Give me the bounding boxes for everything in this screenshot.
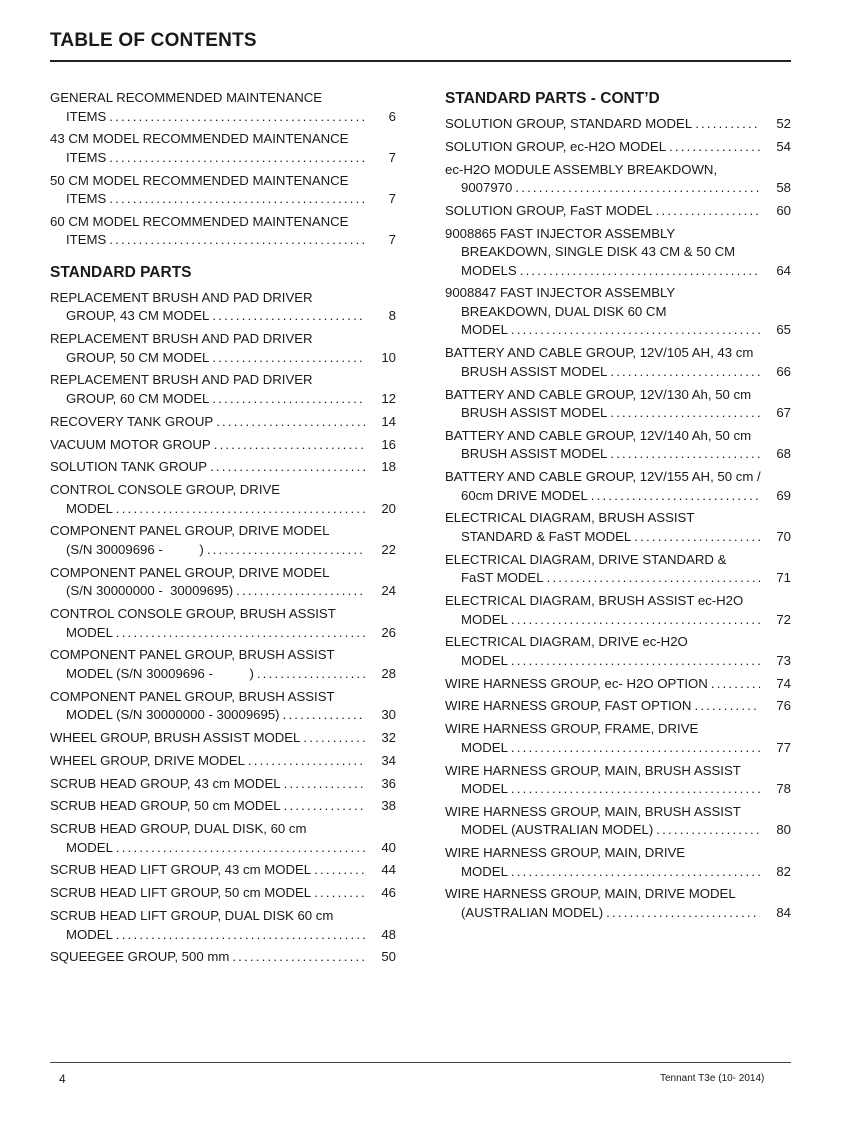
toc-page-number: 80 — [776, 822, 791, 838]
toc-entry[interactable] — [445, 225, 791, 281]
toc-entry-last-line — [445, 652, 791, 671]
toc-entry[interactable] — [50, 213, 396, 250]
toc-entry-title-continuation: STANDARD & FaST MODEL — [461, 528, 632, 544]
toc-entry-title-continuation: GROUP, 50 CM MODEL — [66, 349, 210, 365]
toc-entry-line — [445, 675, 791, 694]
toc-entry-line — [50, 413, 396, 432]
dot-leader — [116, 624, 365, 643]
dot-leader — [283, 706, 365, 725]
dot-leader — [257, 665, 365, 684]
toc-entry-title-line1: REPLACEMENT BRUSH AND PAD DRIVER — [50, 289, 313, 305]
dot-leader — [109, 231, 365, 250]
toc-entry-title-continuation: (AUSTRALIAN MODEL) — [461, 904, 604, 920]
toc-entry[interactable] — [50, 907, 396, 944]
toc-page-number: 40 — [381, 839, 396, 855]
toc-entry[interactable] — [50, 646, 396, 683]
toc-page-number: 22 — [381, 541, 396, 557]
dot-leader — [511, 611, 760, 630]
toc-entry[interactable] — [50, 861, 396, 880]
section-heading-standard-parts: STANDARD PARTS — [50, 263, 192, 281]
toc-entry-title-continuation: MODELS — [461, 262, 517, 278]
toc-entry-title: SOLUTION GROUP, FaST MODEL — [445, 202, 653, 218]
toc-page-number: 32 — [381, 729, 396, 745]
toc-entry[interactable] — [445, 551, 791, 588]
toc-entry-title: WHEEL GROUP, BRUSH ASSIST MODEL — [50, 729, 301, 745]
toc-entry-title-continuation: (S/N 30009696 - ) — [66, 541, 204, 557]
toc-entry[interactable] — [50, 729, 396, 748]
toc-entry-line — [50, 797, 396, 816]
toc-entry[interactable] — [445, 844, 791, 881]
toc-entry-last-line — [445, 821, 791, 840]
toc-entry[interactable] — [50, 884, 396, 903]
toc-page-number: 34 — [381, 752, 396, 768]
toc-entry-last-line — [50, 108, 396, 127]
toc-entry[interactable] — [50, 820, 396, 857]
toc-entry-title-line1: REPLACEMENT BRUSH AND PAD DRIVER — [50, 331, 313, 347]
toc-entry-title: WHEEL GROUP, DRIVE MODEL — [50, 752, 245, 768]
toc-entry-title-continuation: ITEMS — [66, 232, 107, 248]
dot-leader — [116, 926, 365, 945]
toc-page-number: 78 — [776, 781, 791, 797]
toc-entry-last-line — [50, 706, 396, 725]
toc-entry[interactable] — [445, 202, 791, 221]
toc-page-number: 66 — [776, 363, 791, 379]
toc-entry-last-line — [50, 149, 396, 168]
toc-page-number: 16 — [381, 436, 396, 452]
toc-entry[interactable] — [50, 130, 396, 167]
standard-parts-entries — [50, 289, 396, 967]
toc-entry-last-line — [50, 190, 396, 209]
dot-leader — [511, 739, 760, 758]
footer-rule — [50, 1062, 791, 1063]
toc-entry-title-line2: BREAKDOWN, SINGLE DISK 43 CM & 50 CM — [461, 244, 736, 260]
toc-entry-last-line — [445, 739, 791, 758]
toc-entry-last-line — [445, 569, 791, 588]
toc-entry-line — [50, 458, 396, 477]
toc-page-number: 50 — [381, 949, 396, 965]
dot-leader — [511, 863, 760, 882]
toc-page-number: 44 — [381, 862, 396, 878]
toc-entry-title-continuation: MODEL — [66, 500, 113, 516]
toc-entry-title-line1: ELECTRICAL DIAGRAM, DRIVE STANDARD & — [445, 551, 727, 567]
toc-entry[interactable] — [50, 797, 396, 816]
toc-entry-title-continuation: FaST MODEL — [461, 570, 544, 586]
toc-page-number: 7 — [388, 232, 396, 248]
toc-entry-title-continuation: (S/N 30000000 - 30009695) — [66, 583, 234, 599]
toc-entry[interactable] — [445, 468, 791, 505]
toc-page-number: 14 — [381, 413, 396, 429]
toc-page-number: 64 — [776, 262, 791, 278]
toc-entry-title-line1: WIRE HARNESS GROUP, MAIN, DRIVE MODEL — [445, 886, 736, 902]
dot-leader — [214, 436, 365, 455]
toc-entry-title-continuation: BRUSH ASSIST MODEL — [461, 363, 608, 379]
toc-page-number: 74 — [776, 675, 791, 691]
toc-entry-title-line1: BATTERY AND CABLE GROUP, 12V/140 Ah, 50 cm — [445, 427, 752, 443]
toc-entry-last-line — [445, 404, 791, 423]
toc-entry-title-continuation: BRUSH ASSIST MODEL — [461, 405, 608, 421]
dot-leader — [210, 458, 365, 477]
toc-left-column — [50, 89, 396, 971]
dot-leader — [314, 884, 365, 903]
toc-entry-title-continuation: MODEL (S/N 30000000 - 30009695) — [66, 707, 280, 723]
toc-entry[interactable] — [50, 564, 396, 601]
toc-entry-last-line — [445, 904, 791, 923]
toc-entry[interactable] — [445, 633, 791, 670]
toc-entry[interactable] — [445, 720, 791, 757]
toc-entry[interactable] — [445, 762, 791, 799]
toc-entry-title-line1: WIRE HARNESS GROUP, FRAME, DRIVE — [445, 721, 699, 737]
toc-entry-title-continuation: MODEL — [66, 624, 113, 640]
toc-entry-title-continuation: ITEMS — [66, 191, 107, 207]
dot-leader — [284, 797, 365, 816]
toc-entry-title-line1: COMPONENT PANEL GROUP, BRUSH ASSIST — [50, 647, 335, 663]
toc-entry-title-line1: 50 CM MODEL RECOMMENDED MAINTENANCE — [50, 172, 349, 188]
toc-page-number: 6 — [388, 108, 396, 124]
toc-entry-last-line — [50, 500, 396, 519]
toc-page-number: 76 — [776, 698, 791, 714]
toc-page-number: 8 — [388, 308, 396, 324]
toc-entry[interactable] — [50, 948, 396, 967]
toc-entry-line — [50, 436, 396, 455]
toc-page-number: 7 — [388, 149, 396, 165]
dot-leader — [212, 390, 365, 409]
toc-entry-line — [50, 861, 396, 880]
toc-entry-last-line — [50, 624, 396, 643]
toc-page-number: 38 — [381, 798, 396, 814]
toc-page-number: 36 — [381, 775, 396, 791]
toc-page-number: 7 — [388, 191, 396, 207]
toc-entry-title-continuation: ITEMS — [66, 108, 107, 124]
toc-entry-title-line1: CONTROL CONSOLE GROUP, DRIVE — [50, 482, 281, 498]
toc-entry[interactable] — [445, 697, 791, 716]
section-heading-standard-parts-contd: STANDARD PARTS - CONT’D — [445, 90, 660, 107]
toc-entry-last-line — [445, 611, 791, 630]
toc-page-number: 18 — [381, 459, 396, 475]
toc-entry[interactable] — [50, 89, 396, 126]
toc-entry-last-line — [445, 487, 791, 506]
dot-leader — [610, 404, 760, 423]
toc-entry[interactable] — [50, 775, 396, 794]
dot-leader — [314, 861, 365, 880]
toc-entry-line — [445, 202, 791, 221]
toc-entry[interactable] — [50, 436, 396, 455]
dot-leader — [656, 202, 760, 221]
toc-entry-title-continuation: MODEL — [66, 839, 113, 855]
toc-entry[interactable] — [50, 330, 396, 367]
toc-page-number: 20 — [381, 500, 396, 516]
toc-entry[interactable] — [50, 172, 396, 209]
toc-entry-title-line1: BATTERY AND CABLE GROUP, 12V/105 AH, 43 cm — [445, 345, 754, 361]
dot-leader — [591, 487, 760, 506]
toc-entry-last-line — [445, 863, 791, 882]
toc-page-number: 82 — [776, 863, 791, 879]
toc-entry-title: SQUEEGEE GROUP, 500 mm — [50, 949, 230, 965]
toc-entry-title-line1: 9008865 FAST INJECTOR ASSEMBLY — [445, 225, 676, 241]
toc-entry-title-continuation: MODEL — [461, 739, 508, 755]
toc-entry-title-continuation: MODEL — [461, 863, 508, 879]
toc-entry-line — [445, 138, 791, 157]
toc-entry-title-line1: WIRE HARNESS GROUP, MAIN, DRIVE — [445, 845, 686, 861]
toc-entry-last-line — [445, 528, 791, 547]
toc-entry-title: SCRUB HEAD GROUP, 50 cm MODEL — [50, 798, 281, 814]
toc-entry[interactable] — [445, 284, 791, 340]
toc-entry[interactable] — [445, 344, 791, 381]
toc-entry[interactable] — [445, 115, 791, 134]
dot-leader — [212, 307, 365, 326]
toc-entry-last-line — [445, 321, 791, 340]
toc-entry[interactable] — [445, 885, 791, 922]
toc-entry-title-line1: SCRUB HEAD GROUP, DUAL DISK, 60 cm — [50, 821, 307, 837]
toc-entry[interactable] — [50, 289, 396, 326]
dot-leader — [515, 179, 760, 198]
toc-page-number: 24 — [381, 583, 396, 599]
toc-entry-title-line1: WIRE HARNESS GROUP, MAIN, BRUSH ASSIST — [445, 803, 741, 819]
toc-page-number: 71 — [776, 570, 791, 586]
toc-entry[interactable] — [445, 803, 791, 840]
toc-entry-line — [445, 115, 791, 134]
toc-entry-last-line — [50, 839, 396, 858]
toc-entry-title-continuation: GROUP, 60 CM MODEL — [66, 390, 210, 406]
toc-entry-title: SCRUB HEAD LIFT GROUP, 43 cm MODEL — [50, 862, 312, 878]
toc-entry-last-line — [50, 665, 396, 684]
dot-leader — [547, 569, 760, 588]
toc-entry-title: SOLUTION GROUP, ec-H2O MODEL — [445, 138, 667, 154]
dot-leader — [116, 500, 365, 519]
toc-page-number: 84 — [776, 904, 791, 920]
toc-entry-title-continuation: MODEL — [66, 926, 113, 942]
toc-entry[interactable] — [50, 605, 396, 642]
toc-entry-title: SCRUB HEAD GROUP, 43 cm MODEL — [50, 775, 281, 791]
maintenance-entries — [50, 89, 396, 250]
toc-entry[interactable] — [445, 427, 791, 464]
dot-leader — [212, 349, 365, 368]
toc-entry-title-line1: ELECTRICAL DIAGRAM, BRUSH ASSIST — [445, 510, 695, 526]
toc-entry[interactable] — [50, 522, 396, 559]
toc-entry-title: RECOVERY TANK GROUP — [50, 413, 214, 429]
toc-entry-title-continuation: MODEL (AUSTRALIAN MODEL) — [461, 822, 654, 838]
toc-page-number: 52 — [776, 116, 791, 131]
toc-page-number: 26 — [381, 624, 396, 640]
toc-entry-last-line — [50, 307, 396, 326]
toc-page-number: 77 — [776, 739, 791, 755]
toc-entry-title-continuation: 9007970 — [461, 180, 513, 196]
toc-entry-last-line — [50, 231, 396, 250]
toc-entry[interactable] — [50, 481, 396, 518]
toc-entry-title-line1: ELECTRICAL DIAGRAM, BRUSH ASSIST ec-H2O — [445, 593, 744, 609]
dot-leader — [248, 752, 365, 771]
toc-entry-line — [50, 775, 396, 794]
dot-leader — [236, 582, 365, 601]
toc-entry[interactable] — [50, 458, 396, 477]
toc-page-number: 70 — [776, 528, 791, 544]
toc-entry[interactable] — [445, 592, 791, 629]
toc-entry-title: WIRE HARNESS GROUP, FAST OPTION — [445, 698, 692, 714]
toc-page-number: 68 — [776, 446, 791, 462]
toc-page-number: 12 — [381, 390, 396, 406]
toc-entry-line — [445, 697, 791, 716]
toc-page-number: 28 — [381, 665, 396, 681]
toc-entry[interactable] — [50, 752, 396, 771]
standard-parts-contd-entries — [445, 115, 791, 922]
toc-entry-title-continuation: 60cm DRIVE MODEL — [461, 487, 588, 503]
dot-leader — [711, 675, 760, 694]
toc-page-number: 73 — [776, 652, 791, 668]
toc-entry[interactable] — [445, 509, 791, 546]
toc-entry-title-continuation: MODEL — [461, 611, 508, 627]
toc-entry-title-continuation: MODEL — [461, 781, 508, 797]
toc-page-number: 30 — [381, 707, 396, 723]
dot-leader — [669, 138, 760, 157]
toc-entry-title-line1: CONTROL CONSOLE GROUP, BRUSH ASSIST — [50, 606, 336, 622]
toc-entry-title-continuation: MODEL — [461, 322, 508, 338]
dot-leader — [109, 108, 365, 127]
dot-leader — [511, 652, 760, 671]
toc-entry-title-line1: COMPONENT PANEL GROUP, BRUSH ASSIST — [50, 688, 335, 704]
dot-leader — [109, 149, 365, 168]
toc-entry-title-line1: ec-H2O MODULE ASSEMBLY BREAKDOWN, — [445, 161, 718, 177]
toc-entry-last-line — [50, 926, 396, 945]
footer-document-id: Tennant T3e (10- 2014) — [660, 1073, 765, 1084]
toc-entry[interactable] — [445, 675, 791, 694]
dot-leader — [109, 190, 365, 209]
toc-entry-title-continuation: GROUP, 43 CM MODEL — [66, 308, 210, 324]
toc-page-number: 48 — [381, 926, 396, 942]
toc-entry-title: SOLUTION GROUP, STANDARD MODEL — [445, 116, 693, 131]
toc-page-number: 58 — [776, 180, 791, 196]
dot-leader — [634, 528, 760, 547]
toc-entry-title-continuation: BRUSH ASSIST MODEL — [461, 446, 608, 462]
toc-entry[interactable] — [445, 138, 791, 157]
toc-page-number: 46 — [381, 885, 396, 901]
header-rule — [50, 60, 791, 62]
toc-entry-last-line — [445, 780, 791, 799]
toc-entry-title-line1: 9008847 FAST INJECTOR ASSEMBLY — [445, 285, 676, 301]
dot-leader — [511, 780, 760, 799]
dot-leader — [511, 321, 760, 340]
toc-entry-last-line — [445, 262, 791, 281]
dot-leader — [284, 775, 365, 794]
toc-entry-title-line1: 60 CM MODEL RECOMMENDED MAINTENANCE — [50, 213, 349, 229]
toc-entry-line — [50, 752, 396, 771]
dot-leader — [695, 115, 760, 134]
dot-leader — [656, 821, 760, 840]
toc-entry[interactable] — [445, 161, 791, 198]
dot-leader — [610, 445, 760, 464]
toc-entry-title-line2: BREAKDOWN, DUAL DISK 60 CM — [461, 303, 667, 319]
toc-page-number: 65 — [776, 322, 791, 338]
toc-entry-last-line — [50, 582, 396, 601]
toc-entry-title: VACUUM MOTOR GROUP — [50, 436, 211, 452]
toc-entry-last-line — [445, 445, 791, 464]
toc-entry-title-line1: REPLACEMENT BRUSH AND PAD DRIVER — [50, 372, 313, 388]
dot-leader — [610, 363, 760, 382]
toc-page-number: 10 — [381, 349, 396, 365]
page-title: TABLE OF CONTENTS — [50, 30, 257, 51]
dot-leader — [694, 697, 760, 716]
toc-entry-last-line — [50, 349, 396, 368]
toc-entry[interactable] — [50, 688, 396, 725]
toc-entry-last-line — [50, 541, 396, 560]
toc-entry-title-line1: WIRE HARNESS GROUP, MAIN, BRUSH ASSIST — [445, 762, 741, 778]
toc-entry-title-line1: SCRUB HEAD LIFT GROUP, DUAL DISK 60 cm — [50, 908, 334, 924]
toc-entry-title: SCRUB HEAD LIFT GROUP, 50 cm MODEL — [50, 885, 312, 901]
dot-leader — [520, 262, 760, 281]
toc-entry-title-line1: 43 CM MODEL RECOMMENDED MAINTENANCE — [50, 131, 349, 147]
toc-entry[interactable] — [50, 413, 396, 432]
dot-leader — [207, 541, 365, 560]
dot-leader — [116, 839, 365, 858]
toc-page-number: 69 — [776, 487, 791, 503]
toc-entry-line — [50, 729, 396, 748]
toc-entry-title: WIRE HARNESS GROUP, ec- H2O OPTION — [445, 675, 708, 691]
toc-entry[interactable] — [445, 386, 791, 423]
toc-entry-line — [50, 948, 396, 967]
toc-page-number: 67 — [776, 405, 791, 421]
toc-entry-line — [50, 884, 396, 903]
toc-page-number: 72 — [776, 611, 791, 627]
toc-entry-last-line — [50, 390, 396, 409]
toc-entry-last-line — [445, 363, 791, 382]
toc-entry-last-line — [445, 179, 791, 198]
toc-entry-title: SOLUTION TANK GROUP — [50, 459, 208, 475]
toc-entry[interactable] — [50, 371, 396, 408]
toc-entry-title-line1: BATTERY AND CABLE GROUP, 12V/155 AH, 50 cm / — [445, 469, 761, 485]
toc-entry-title-line1: BATTERY AND CABLE GROUP, 12V/130 Ah, 50 cm — [445, 386, 752, 402]
toc-entry-title-line1: GENERAL RECOMMENDED MAINTENANCE — [50, 90, 323, 105]
toc-page-number: 60 — [776, 202, 791, 218]
toc-entry-title-continuation: MODEL — [461, 652, 508, 668]
dot-leader — [606, 904, 760, 923]
footer-page-number: 4 — [59, 1072, 66, 1086]
toc-entry-title-line1: COMPONENT PANEL GROUP, DRIVE MODEL — [50, 564, 330, 580]
toc-entry-title-line1: COMPONENT PANEL GROUP, DRIVE MODEL — [50, 523, 330, 539]
dot-leader — [303, 729, 365, 748]
toc-page-number: 54 — [776, 138, 791, 154]
dot-leader — [216, 413, 365, 432]
toc-right-column — [445, 89, 791, 927]
toc-entry-title-line1: ELECTRICAL DIAGRAM, DRIVE ec-H2O — [445, 634, 688, 650]
toc-entry-title-continuation: MODEL (S/N 30009696 - ) — [66, 665, 254, 681]
dot-leader — [232, 948, 365, 967]
toc-entry-title-continuation: ITEMS — [66, 149, 107, 165]
